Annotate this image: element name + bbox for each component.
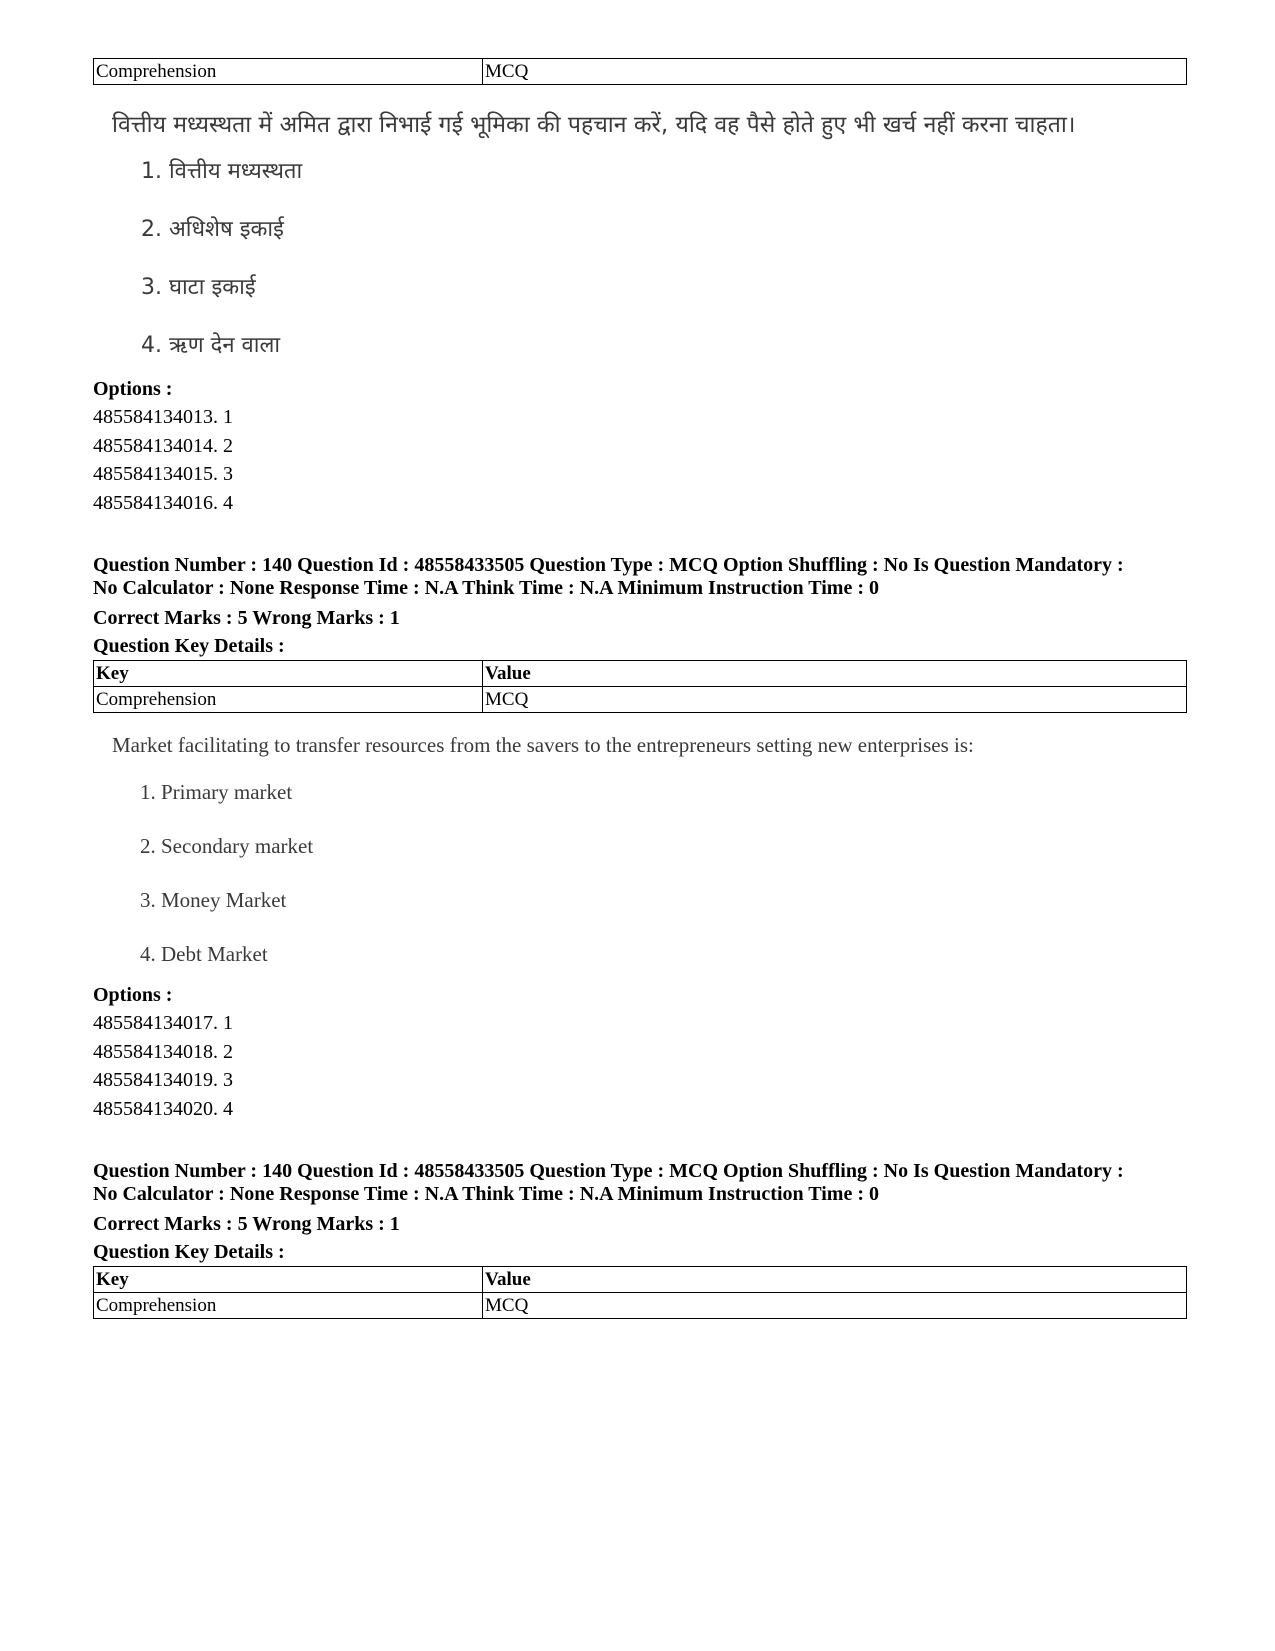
choice-4: 4. ऋण देन वाला [141,333,281,358]
choice-1: 1. Primary market [140,780,293,804]
key-cell: Comprehension [94,1293,483,1319]
option-item: 485584134014. 2 [93,434,233,457]
key-header: Key [94,1267,483,1293]
option-item: 485584134020. 4 [93,1097,233,1120]
table-header [94,1267,1187,1293]
key-cell: Comprehension [94,59,483,85]
question-key-table [93,58,1187,85]
choice-4: 4. Debt Market [140,942,268,966]
key-details-label: Question Key Details : [93,1241,285,1263]
option-item: 485584134017. 1 [93,1012,233,1034]
choice-2: 2. Secondary market [140,834,314,858]
marks-line: Correct Marks : 5 Wrong Marks : 1 [93,1213,400,1235]
value-cell: MCQ [483,1293,1187,1319]
option-item: 485584134019. 3 [93,1069,233,1091]
question-image [93,733,1187,977]
question-meta: Question Number : 140 Question Id : 48558433505 Question Type : MCQ Option Shuffling : No Is Question Mandatory : [93,554,1124,576]
question-text: Market facilitating to transfer resources from the savers to the entrepreneurs setting new enterprises is: [112,733,974,757]
table-row [94,1293,1187,1319]
key-details-label: Question Key Details : [93,635,285,657]
question-key-table [93,1266,1187,1319]
question-meta: No Calculator : None Response Time : N.A Think Time : N.A Minimum Instruction Time : 0 [93,577,879,599]
options-label: Options : [93,378,173,400]
choice-2: 2. अधिशेष इकाई [141,217,284,242]
key-header: Key [94,661,483,687]
choice-3: 3. घाटा इकाई [141,275,256,300]
document-page [93,58,1187,1319]
question-meta: Question Number : 140 Question Id : 48558433505 Question Type : MCQ Option Shuffling : No Is Question Mandatory : [93,1160,1124,1182]
option-item: 485584134018. 2 [93,1040,233,1063]
key-cell: Comprehension [94,687,483,713]
choice-3: 3. Money Market [140,888,287,912]
question-image [93,107,1187,371]
table-header [94,661,1187,687]
table-row [94,687,1187,713]
question-meta: No Calculator : None Response Time : N.A Think Time : N.A Minimum Instruction Time : 0 [93,1183,879,1205]
value-cell: MCQ [483,687,1187,713]
marks-line: Correct Marks : 5 Wrong Marks : 1 [93,607,400,629]
option-item: 485584134015. 3 [93,463,233,485]
value-header: Value [483,1267,1187,1293]
option-item: 485584134016. 4 [93,491,233,514]
choice-1: 1. वित्तीय मध्यस्थता [141,159,303,184]
option-item: 485584134013. 1 [93,406,233,428]
question-text: वित्तीय मध्यस्थता में अमित द्वारा निभाई गई भूमिका की पहचान करें, यदि वह पैसे होते हुए भी खर्च नहीं करना चाहता। [112,112,1076,138]
question-key-table [93,660,1187,713]
value-header: Value [483,661,1187,687]
table-row [94,59,1187,85]
options-label: Options : [93,984,173,1006]
value-cell: MCQ [483,59,1187,85]
